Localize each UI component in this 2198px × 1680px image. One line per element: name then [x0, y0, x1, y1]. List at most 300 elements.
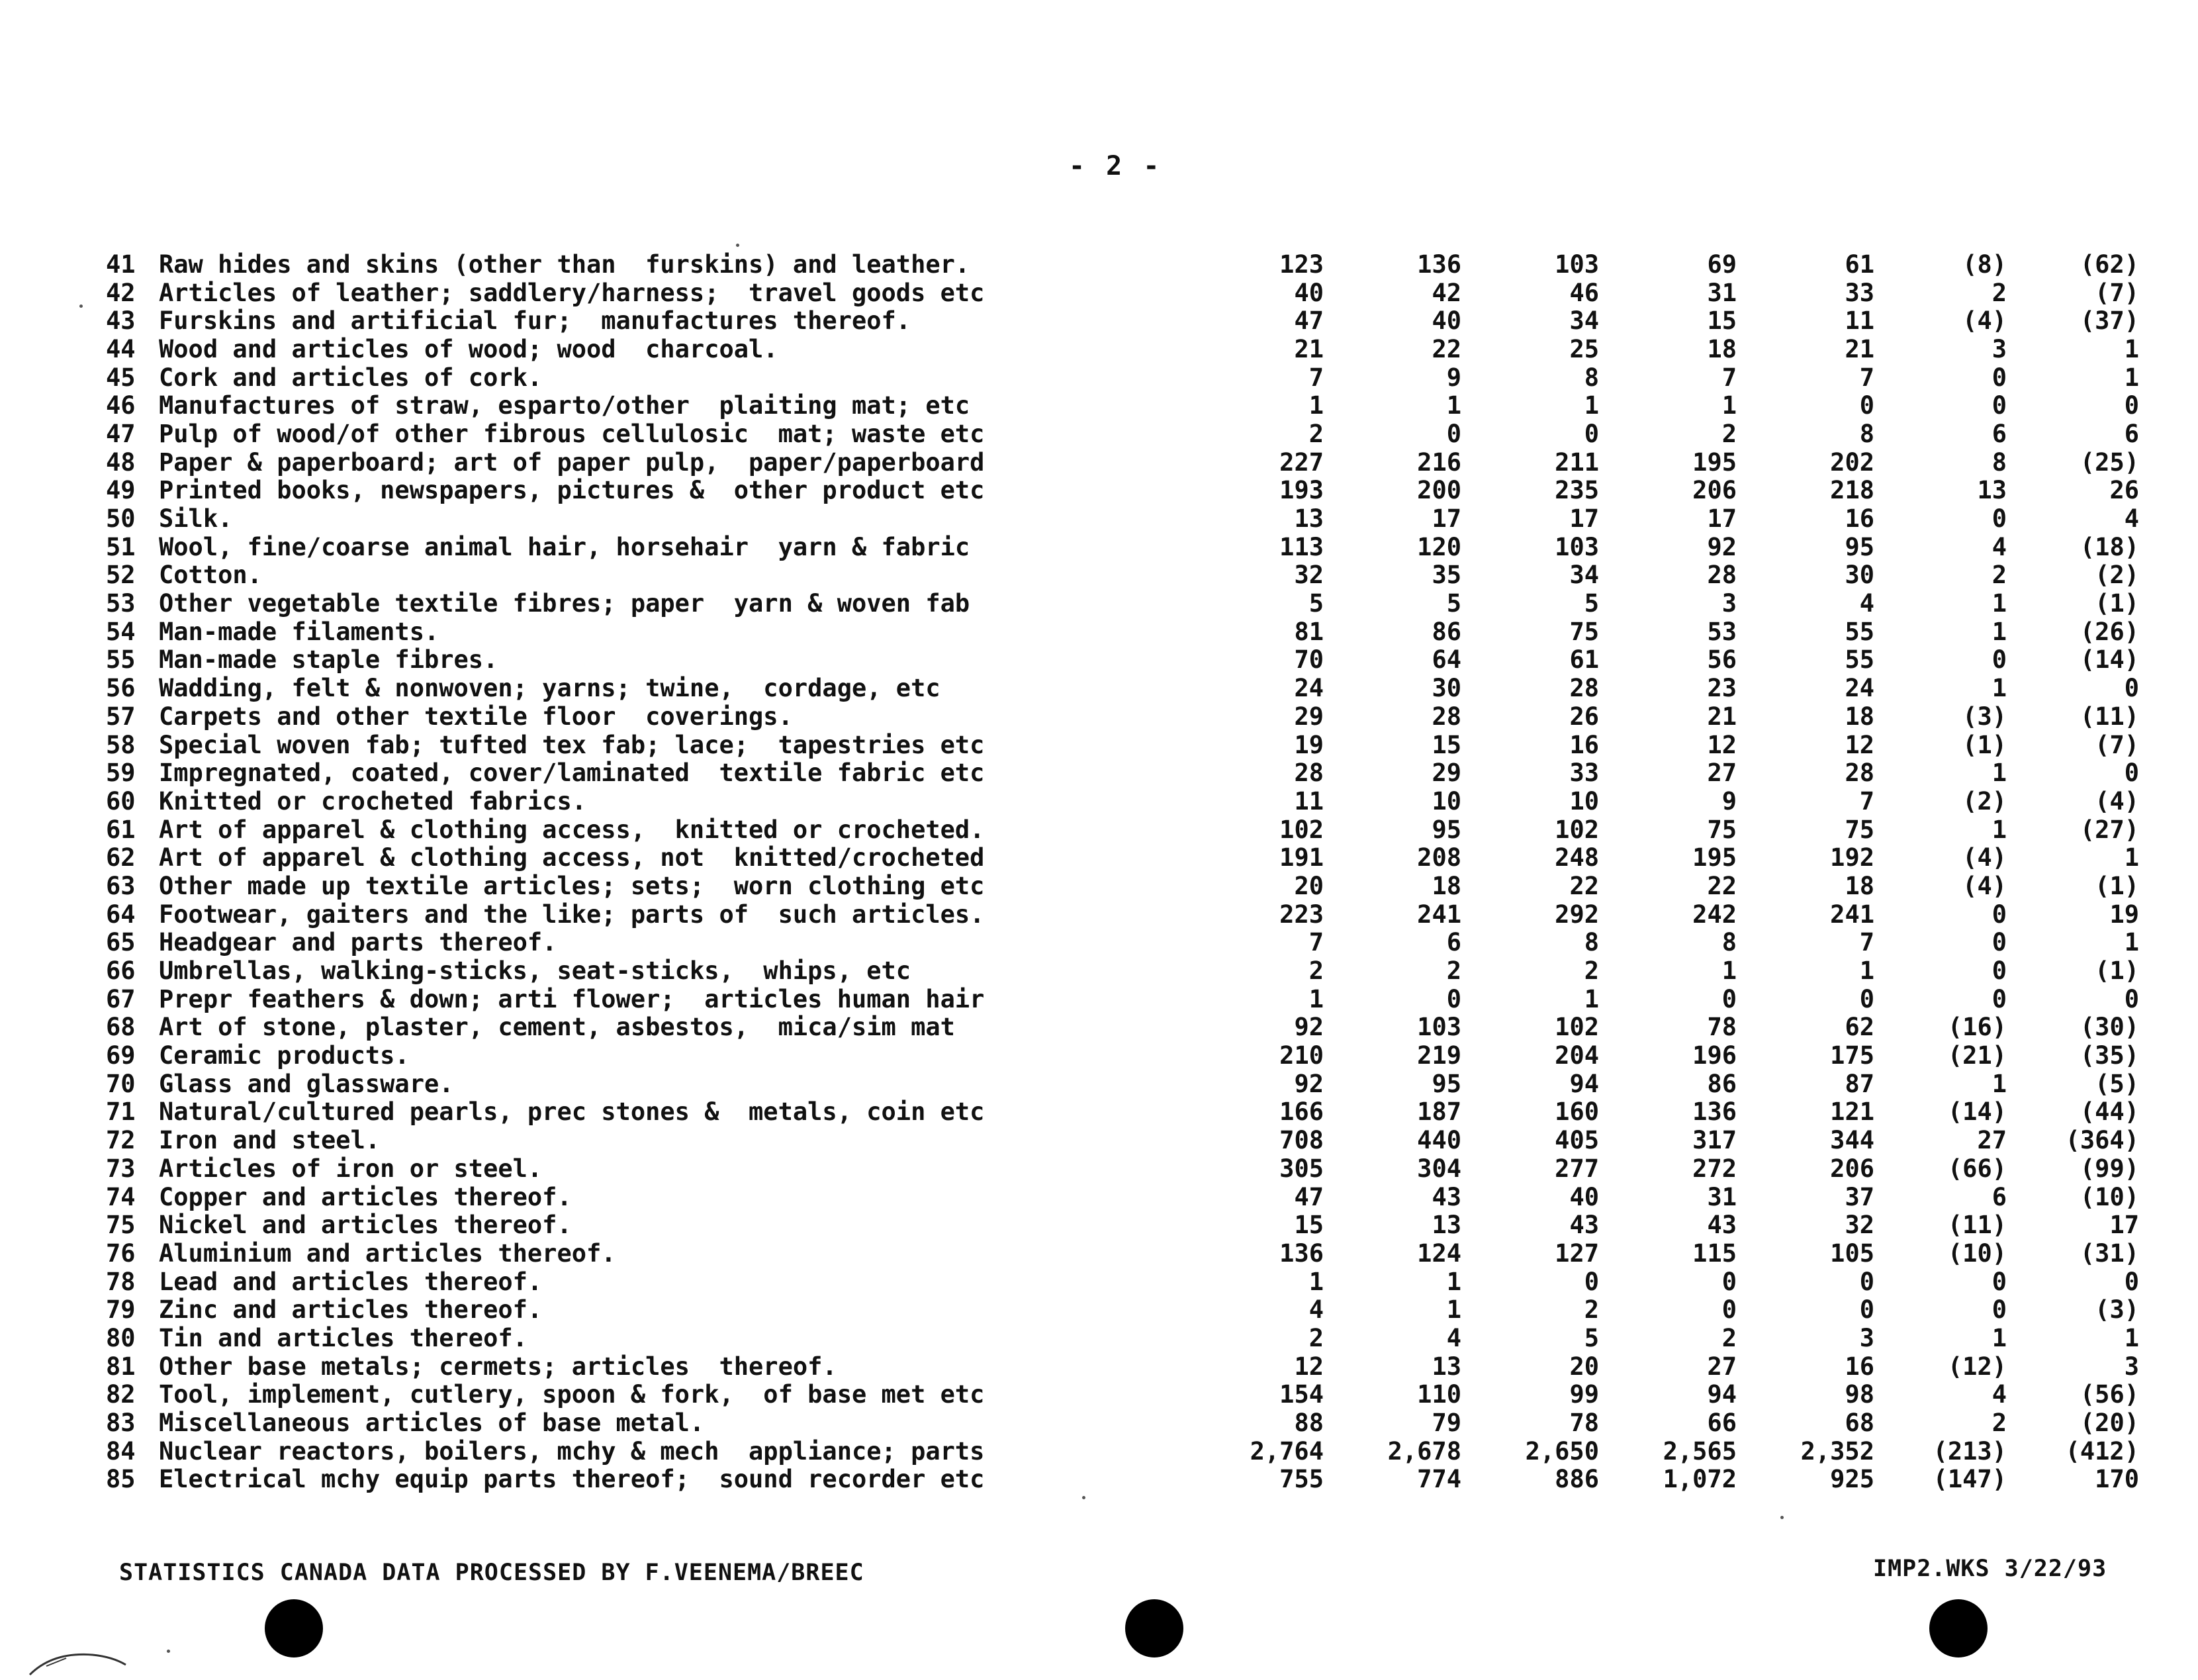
row-value-col-2: 43 — [1432, 1182, 1461, 1211]
table-row — [106, 1126, 2139, 1154]
row-code: 47 — [106, 419, 136, 448]
row-value-col-3: 25 — [1569, 334, 1599, 363]
row-code: 61 — [106, 815, 136, 844]
row-value-col-4: 18 — [1707, 334, 1737, 363]
row-value-col-2: 64 — [1432, 645, 1461, 675]
row-description: Pulp of wood/of other fibrous cellulosic mat; waste etc — [159, 420, 985, 448]
row-value-col-1: 7 — [1308, 928, 1324, 957]
row-value-col-4: 0 — [1721, 984, 1737, 1013]
row-value-col-7: 0 — [2124, 674, 2139, 703]
row-value-col-2: 9 — [1446, 363, 1461, 392]
row-value-col-7: (30) — [2080, 1013, 2139, 1042]
row-value-col-6: 0 — [1992, 363, 2007, 392]
table-row — [106, 985, 2139, 1013]
row-description: Silk. — [159, 504, 233, 533]
row-value-col-4: 69 — [1707, 250, 1737, 279]
row-value-col-2: 241 — [1417, 900, 1461, 929]
row-code: 70 — [106, 1069, 136, 1098]
row-value-col-5: 32 — [1845, 1211, 1874, 1240]
row-value-col-2: 28 — [1432, 702, 1461, 731]
row-value-col-4: 31 — [1707, 1182, 1737, 1211]
table-row — [106, 250, 2139, 279]
row-value-col-1: 1 — [1308, 1267, 1324, 1296]
row-value-col-7: (62) — [2080, 250, 2139, 279]
row-code: 59 — [106, 759, 136, 788]
row-value-col-1: 1 — [1308, 391, 1324, 420]
row-description: Printed books, newspapers, pictures & other product etc — [159, 476, 985, 505]
row-code: 46 — [106, 391, 136, 420]
row-code: 79 — [106, 1295, 136, 1325]
row-code: 68 — [106, 1013, 136, 1042]
row-value-col-1: 193 — [1279, 476, 1324, 505]
row-value-col-3: 22 — [1569, 871, 1599, 900]
row-value-col-6: 6 — [1992, 1182, 2007, 1211]
row-value-col-6: (3) — [1962, 702, 2007, 731]
row-value-col-1: 113 — [1279, 532, 1324, 561]
row-value-col-6: 8 — [1992, 447, 2007, 477]
row-value-col-5: 0 — [1859, 984, 1874, 1013]
punch-hole-left — [265, 1599, 323, 1657]
row-value-col-2: 79 — [1432, 1409, 1461, 1438]
row-value-col-1: 11 — [1294, 786, 1324, 816]
row-value-col-2: 35 — [1432, 561, 1461, 590]
row-description: Man-made staple fibres. — [159, 645, 498, 675]
row-code: 44 — [106, 334, 136, 363]
row-value-col-7: 1 — [2124, 363, 2139, 392]
row-value-col-5: 16 — [1845, 1352, 1874, 1381]
row-value-col-5: 121 — [1830, 1097, 1874, 1127]
table-row — [106, 1154, 2139, 1183]
row-value-col-4: 317 — [1692, 1126, 1737, 1155]
table-row — [106, 1268, 2139, 1296]
table-row — [106, 589, 2139, 618]
row-value-col-4: 1 — [1721, 391, 1737, 420]
row-value-col-4: 3 — [1721, 589, 1737, 618]
punch-hole-center — [1125, 1599, 1183, 1657]
row-value-col-4: 56 — [1707, 645, 1737, 675]
row-value-col-6: (213) — [1933, 1436, 2007, 1466]
row-value-col-5: 3 — [1859, 1323, 1874, 1352]
row-value-col-7: 1 — [2124, 928, 2139, 957]
row-code: 85 — [106, 1465, 136, 1494]
punch-hole-right — [1929, 1599, 1988, 1657]
row-value-col-5: 0 — [1859, 391, 1874, 420]
row-value-col-5: 61 — [1845, 250, 1874, 279]
row-code: 54 — [106, 617, 136, 646]
row-description: Wood and articles of wood; wood charcoal. — [159, 335, 778, 363]
row-description: Footwear, gaiters and the like; parts of such articles. — [159, 900, 985, 929]
row-value-col-1: 2,764 — [1250, 1436, 1324, 1466]
table-row — [106, 533, 2139, 561]
row-code: 82 — [106, 1380, 136, 1409]
row-code: 72 — [106, 1126, 136, 1155]
row-value-col-1: 24 — [1294, 674, 1324, 703]
table-row — [106, 1352, 2139, 1381]
table-body — [106, 250, 2139, 1493]
row-value-col-6: 1 — [1992, 759, 2007, 788]
footer-file-reference: IMP2.WKS 3/22/93 — [1873, 1556, 2107, 1582]
row-value-col-7: 0 — [2124, 759, 2139, 788]
row-value-col-4: 196 — [1692, 1041, 1737, 1070]
table-row — [106, 618, 2139, 646]
row-code: 71 — [106, 1097, 136, 1127]
row-value-col-3: 235 — [1555, 476, 1599, 505]
row-value-col-1: 102 — [1279, 815, 1324, 844]
row-value-col-2: 1 — [1446, 391, 1461, 420]
row-value-col-5: 55 — [1845, 645, 1874, 675]
row-description: Impregnated, coated, cover/laminated textile fabric etc — [159, 759, 985, 788]
row-value-col-5: 55 — [1845, 617, 1874, 646]
row-value-col-2: 103 — [1417, 1013, 1461, 1042]
row-code: 58 — [106, 730, 136, 759]
row-value-col-1: 92 — [1294, 1013, 1324, 1042]
row-value-col-3: 8 — [1584, 928, 1599, 957]
row-description: Umbrellas, walking-sticks, seat-sticks, whips, etc — [159, 957, 911, 985]
row-value-col-2: 42 — [1432, 278, 1461, 307]
row-value-col-1: 70 — [1294, 645, 1324, 675]
row-value-col-5: 21 — [1845, 334, 1874, 363]
row-value-col-1: 32 — [1294, 561, 1324, 590]
row-value-col-4: 0 — [1721, 1267, 1737, 1296]
row-value-col-1: 136 — [1279, 1238, 1324, 1268]
row-value-col-1: 191 — [1279, 843, 1324, 872]
row-value-col-3: 0 — [1584, 1267, 1599, 1296]
row-value-col-6: 0 — [1992, 900, 2007, 929]
row-description: Natural/cultured pearls, prec stones & metals, coin etc — [159, 1097, 985, 1127]
row-value-col-6: 13 — [1977, 476, 2007, 505]
table-row — [106, 306, 2139, 335]
row-value-col-2: 136 — [1417, 250, 1461, 279]
table-row — [106, 1211, 2139, 1239]
row-code: 74 — [106, 1182, 136, 1211]
row-description: Electrical mchy equip parts thereof; sound recorder etc — [159, 1465, 985, 1494]
table-row — [106, 279, 2139, 307]
row-description: Art of stone, plaster, cement, asbestos, mica/sim mat — [159, 1013, 955, 1042]
row-value-col-7: 1 — [2124, 1323, 2139, 1352]
row-value-col-6: 4 — [1992, 532, 2007, 561]
row-value-col-3: 17 — [1569, 504, 1599, 534]
table-row — [106, 504, 2139, 533]
row-value-col-5: 68 — [1845, 1409, 1874, 1438]
row-description: Articles of leather; saddlery/harness; travel goods etc — [159, 278, 985, 307]
row-value-col-2: 4 — [1446, 1323, 1461, 1352]
table-row — [106, 1098, 2139, 1127]
row-value-col-6: (4) — [1962, 843, 2007, 872]
row-value-col-4: 242 — [1692, 900, 1737, 929]
row-code: 57 — [106, 702, 136, 731]
row-value-col-5: 28 — [1845, 759, 1874, 788]
table-row — [106, 448, 2139, 477]
row-value-col-3: 160 — [1555, 1097, 1599, 1127]
row-value-col-5: 95 — [1845, 532, 1874, 561]
row-code: 63 — [106, 871, 136, 900]
row-value-col-5: 16 — [1845, 504, 1874, 534]
row-value-col-2: 10 — [1432, 786, 1461, 816]
row-description: Art of apparel & clothing access, not knitted/crocheted — [159, 843, 985, 872]
trade-table — [106, 250, 2139, 1493]
table-row — [106, 1466, 2139, 1494]
row-code: 45 — [106, 363, 136, 392]
pen-mark — [26, 1638, 132, 1678]
row-value-col-1: 2 — [1308, 1323, 1324, 1352]
row-value-col-1: 13 — [1294, 504, 1324, 534]
row-code: 73 — [106, 1154, 136, 1183]
row-value-col-2: 1 — [1446, 1267, 1461, 1296]
row-value-col-4: 22 — [1707, 871, 1737, 900]
row-value-col-5: 4 — [1859, 589, 1874, 618]
row-value-col-7: 4 — [2124, 504, 2139, 534]
row-value-col-6: (16) — [1947, 1013, 2007, 1042]
table-row — [106, 929, 2139, 957]
row-value-col-6: 27 — [1977, 1126, 2007, 1155]
row-value-col-3: 1 — [1584, 391, 1599, 420]
row-value-col-2: 13 — [1432, 1211, 1461, 1240]
row-value-col-5: 37 — [1845, 1182, 1874, 1211]
row-value-col-3: 102 — [1555, 1013, 1599, 1042]
row-description: Special woven fab; tufted tex fab; lace; tapestries etc — [159, 730, 985, 759]
row-value-col-2: 1 — [1446, 1295, 1461, 1325]
row-value-col-5: 0 — [1859, 1267, 1874, 1296]
row-value-col-6: 0 — [1992, 504, 2007, 534]
row-value-col-1: 88 — [1294, 1409, 1324, 1438]
row-value-col-5: 33 — [1845, 278, 1874, 307]
row-description: Carpets and other textile floor coverings. — [159, 702, 793, 731]
row-value-col-7: (1) — [2095, 871, 2139, 900]
row-code: 65 — [106, 928, 136, 957]
row-description: Cork and articles of cork. — [159, 363, 543, 392]
row-value-col-5: 105 — [1830, 1238, 1874, 1268]
row-description: Glass and glassware. — [159, 1069, 454, 1098]
row-value-col-3: 94 — [1569, 1069, 1599, 1098]
scan-speck — [79, 304, 83, 308]
row-value-col-2: 95 — [1432, 815, 1461, 844]
row-value-col-6: 1 — [1992, 1323, 2007, 1352]
row-value-col-1: 708 — [1279, 1126, 1324, 1155]
row-value-col-1: 7 — [1308, 363, 1324, 392]
row-value-col-6: (1) — [1962, 730, 2007, 759]
row-value-col-5: 192 — [1830, 843, 1874, 872]
row-description: Cotton. — [159, 561, 262, 590]
row-value-col-7: (1) — [2095, 957, 2139, 986]
row-value-col-2: 95 — [1432, 1069, 1461, 1098]
row-value-col-6: 1 — [1992, 674, 2007, 703]
row-value-col-4: 31 — [1707, 278, 1737, 307]
row-value-col-3: 43 — [1569, 1211, 1599, 1240]
row-value-col-2: 0 — [1446, 419, 1461, 448]
row-value-col-3: 292 — [1555, 900, 1599, 929]
row-value-col-3: 34 — [1569, 306, 1599, 336]
row-value-col-4: 66 — [1707, 1409, 1737, 1438]
row-description: Zinc and articles thereof. — [159, 1295, 543, 1325]
row-code: 50 — [106, 504, 136, 534]
row-value-col-6: 2 — [1992, 561, 2007, 590]
row-code: 41 — [106, 250, 136, 279]
row-value-col-4: 136 — [1692, 1097, 1737, 1127]
row-value-col-5: 344 — [1830, 1126, 1874, 1155]
row-code: 78 — [106, 1267, 136, 1296]
row-value-col-5: 12 — [1845, 730, 1874, 759]
row-description: Nuclear reactors, boilers, mchy & mech appliance; parts — [159, 1436, 985, 1466]
row-value-col-7: (364) — [2065, 1126, 2139, 1155]
row-value-col-6: 2 — [1992, 278, 2007, 307]
row-description: Articles of iron or steel. — [159, 1154, 543, 1183]
row-value-col-5: 24 — [1845, 674, 1874, 703]
row-description: Paper & paperboard; art of paper pulp, paper/paperboard — [159, 447, 985, 477]
row-value-col-7: 0 — [2124, 1267, 2139, 1296]
row-code: 53 — [106, 589, 136, 618]
row-value-col-4: 92 — [1707, 532, 1737, 561]
row-value-col-5: 98 — [1845, 1380, 1874, 1409]
row-description: Headgear and parts thereof. — [159, 928, 557, 957]
row-value-col-6: (147) — [1933, 1465, 2007, 1494]
row-value-col-1: 81 — [1294, 617, 1324, 646]
row-value-col-1: 21 — [1294, 334, 1324, 363]
table-row — [106, 1437, 2139, 1466]
row-value-col-1: 166 — [1279, 1097, 1324, 1127]
row-value-col-6: 6 — [1992, 419, 2007, 448]
row-value-col-4: 43 — [1707, 1211, 1737, 1240]
row-value-col-3: 204 — [1555, 1041, 1599, 1070]
table-row — [106, 1295, 2139, 1324]
row-value-col-6: (4) — [1962, 871, 2007, 900]
row-value-col-7: 170 — [2095, 1465, 2139, 1494]
row-value-col-7: (10) — [2080, 1182, 2139, 1211]
row-description: Iron and steel. — [159, 1126, 381, 1154]
row-value-col-2: 208 — [1417, 843, 1461, 872]
row-description: Manufactures of straw, esparto/other plaiting mat; etc — [159, 391, 970, 420]
row-description: Wool, fine/coarse animal hair, horsehair yarn & fabric — [159, 532, 970, 561]
row-value-col-1: 4 — [1308, 1295, 1324, 1325]
table-row — [106, 477, 2139, 505]
row-value-col-7: 1 — [2124, 843, 2139, 872]
row-value-col-7: (44) — [2080, 1097, 2139, 1127]
row-value-col-1: 92 — [1294, 1069, 1324, 1098]
row-value-col-4: 21 — [1707, 702, 1737, 731]
row-value-col-4: 27 — [1707, 1352, 1737, 1381]
table-row — [106, 702, 2139, 731]
row-value-col-4: 8 — [1721, 928, 1737, 957]
table-row — [106, 1183, 2139, 1211]
row-value-col-6: (66) — [1947, 1154, 2007, 1183]
row-value-col-3: 8 — [1584, 363, 1599, 392]
row-description: Copper and articles thereof. — [159, 1182, 572, 1211]
row-value-col-5: 87 — [1845, 1069, 1874, 1098]
row-value-col-6: (10) — [1947, 1238, 2007, 1268]
row-code: 62 — [106, 843, 136, 872]
row-value-col-1: 227 — [1279, 447, 1324, 477]
row-value-col-6: (12) — [1947, 1352, 2007, 1381]
table-row — [106, 1070, 2139, 1098]
row-value-col-4: 23 — [1707, 674, 1737, 703]
row-value-col-1: 28 — [1294, 759, 1324, 788]
row-value-col-5: 7 — [1859, 928, 1874, 957]
table-row — [106, 1041, 2139, 1070]
row-value-col-5: 18 — [1845, 871, 1874, 900]
row-value-col-7: (2) — [2095, 561, 2139, 590]
row-value-col-7: (5) — [2095, 1069, 2139, 1098]
row-value-col-6: (14) — [1947, 1097, 2007, 1127]
row-value-col-3: 10 — [1569, 786, 1599, 816]
row-value-col-1: 305 — [1279, 1154, 1324, 1183]
row-value-col-3: 248 — [1555, 843, 1599, 872]
row-value-col-4: 1,072 — [1663, 1465, 1737, 1494]
row-value-col-3: 33 — [1569, 759, 1599, 788]
row-value-col-4: 1 — [1721, 957, 1737, 986]
row-code: 52 — [106, 561, 136, 590]
table-row — [106, 1409, 2139, 1437]
row-value-col-5: 0 — [1859, 1295, 1874, 1325]
table-row — [106, 816, 2139, 844]
row-value-col-1: 2 — [1308, 419, 1324, 448]
row-description: Other made up textile articles; sets; worn clothing etc — [159, 872, 985, 900]
row-description: Man-made filaments. — [159, 617, 439, 646]
row-value-col-3: 2 — [1584, 957, 1599, 986]
row-value-col-7: 0 — [2124, 391, 2139, 420]
row-value-col-5: 7 — [1859, 363, 1874, 392]
row-value-col-4: 27 — [1707, 759, 1737, 788]
table-row — [106, 646, 2139, 675]
scan-speck — [1780, 1516, 1784, 1519]
row-value-col-3: 5 — [1584, 589, 1599, 618]
row-value-col-6: 0 — [1992, 1267, 2007, 1296]
row-value-col-3: 5 — [1584, 1323, 1599, 1352]
row-value-col-3: 211 — [1555, 447, 1599, 477]
row-code: 64 — [106, 900, 136, 929]
row-value-col-2: 5 — [1446, 589, 1461, 618]
row-value-col-3: 1 — [1584, 984, 1599, 1013]
row-value-col-6: (4) — [1962, 306, 2007, 336]
row-value-col-4: 206 — [1692, 476, 1737, 505]
row-code: 66 — [106, 957, 136, 986]
row-value-col-2: 200 — [1417, 476, 1461, 505]
row-value-col-2: 187 — [1417, 1097, 1461, 1127]
row-value-col-2: 216 — [1417, 447, 1461, 477]
table-row — [106, 561, 2139, 590]
row-value-col-3: 2,650 — [1525, 1436, 1599, 1466]
row-description: Tool, implement, cutlery, spoon & fork, of base met etc — [159, 1380, 985, 1409]
row-value-col-1: 12 — [1294, 1352, 1324, 1381]
row-value-col-7: (412) — [2065, 1436, 2139, 1466]
row-value-col-6: 2 — [1992, 1409, 2007, 1438]
row-value-col-5: 202 — [1830, 447, 1874, 477]
row-value-col-6: (2) — [1962, 786, 2007, 816]
row-value-col-6: 1 — [1992, 589, 2007, 618]
table-row — [106, 1239, 2139, 1268]
row-value-col-1: 20 — [1294, 871, 1324, 900]
row-value-col-4: 195 — [1692, 843, 1737, 872]
row-value-col-3: 26 — [1569, 702, 1599, 731]
row-value-col-1: 47 — [1294, 1182, 1324, 1211]
row-value-col-7: (56) — [2080, 1380, 2139, 1409]
row-value-col-6: 0 — [1992, 928, 2007, 957]
table-row — [106, 1324, 2139, 1352]
row-value-col-7: 17 — [2109, 1211, 2139, 1240]
row-description: Ceramic products. — [159, 1041, 410, 1070]
row-value-col-1: 154 — [1279, 1380, 1324, 1409]
row-value-col-6: (11) — [1947, 1211, 2007, 1240]
row-code: 75 — [106, 1211, 136, 1240]
row-value-col-1: 15 — [1294, 1211, 1324, 1240]
row-value-col-7: 19 — [2109, 900, 2139, 929]
row-value-col-4: 2,565 — [1663, 1436, 1737, 1466]
table-row — [106, 391, 2139, 420]
row-code: 84 — [106, 1436, 136, 1466]
row-description: Lead and articles thereof. — [159, 1267, 543, 1296]
row-value-col-2: 30 — [1432, 674, 1461, 703]
row-value-col-3: 102 — [1555, 815, 1599, 844]
row-value-col-4: 94 — [1707, 1380, 1737, 1409]
row-value-col-7: (1) — [2095, 589, 2139, 618]
